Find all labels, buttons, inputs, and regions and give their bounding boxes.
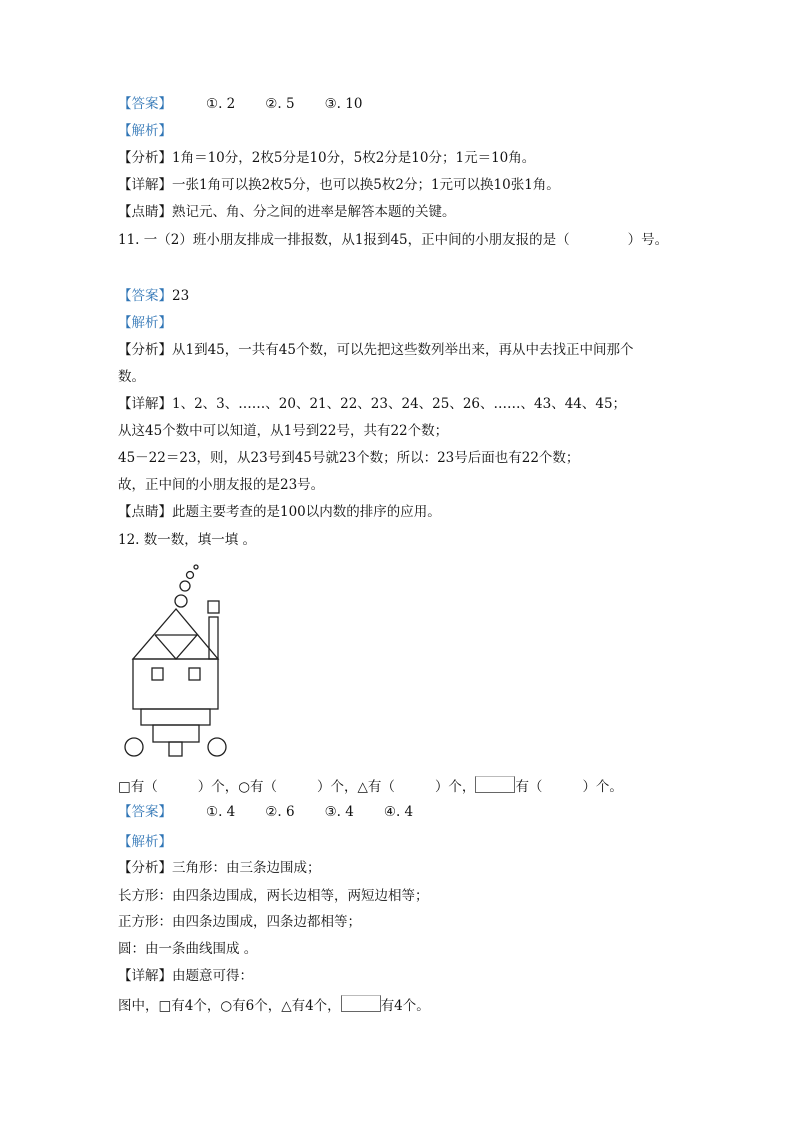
fill-circle: ○有（ — [238, 779, 278, 795]
dianjing-text: 熟记元、角、分之间的进率是解答本题的关键。 — [172, 204, 456, 220]
xiangjie-label: 【详解】 — [118, 396, 172, 412]
analysis-label: 【解析】 — [118, 315, 172, 331]
fill-close: ）个， — [317, 779, 358, 795]
q11-xiangjie-3: 45－22＝23，则，从23号到45号就23个数；所以：23号后面也有22个数； — [118, 450, 580, 466]
fenxi-label: 【分析】 — [118, 150, 172, 166]
smoke-circle — [194, 565, 198, 569]
q12-xiangjie — [118, 967, 253, 985]
xiangjie-label: 【详解】 — [118, 968, 172, 984]
question-text: 11. 一（2）班小朋友排成一排报数，从1报到45，正中间的小朋友报的是（ — [118, 232, 570, 248]
roof-triangle — [133, 609, 218, 659]
smoke-circle — [180, 581, 190, 591]
q12-fenxi-2: 长方形：由四条边围成，两长边相等，两短边相等； — [118, 888, 429, 904]
dianjing-text: 此题主要考查的是100以内数的排序的应用。 — [172, 504, 441, 520]
analysis-label: 【解析】 — [118, 123, 172, 139]
answer-2: ②. 6 — [265, 804, 295, 820]
fill-close-last: ）个。 — [582, 779, 623, 795]
answer-label: 【答案】 — [118, 96, 172, 112]
base-rect-2 — [153, 725, 199, 742]
answer-4: ④. 4 — [383, 804, 414, 820]
question-end: ）号。 — [627, 232, 669, 248]
dianjing-label: 【点睛】 — [118, 204, 172, 220]
q12-fenxi — [118, 859, 321, 877]
analysis-label: 【解析】 — [118, 834, 172, 850]
base-rect-1 — [141, 709, 210, 725]
answer-label: 【答案】 — [118, 288, 172, 304]
answer-3: ③. 10 — [324, 96, 363, 112]
window-right — [189, 668, 200, 680]
house-body — [133, 659, 218, 709]
rectangle-symbol-icon — [341, 995, 381, 1012]
xiangjie-text: 由题意可得： — [172, 968, 253, 984]
q12-fill-line — [118, 776, 623, 796]
xiangjie-text: 1、2、3、……、20、21、22、23、24、25、26、……、43、44、45； — [172, 396, 627, 412]
smoke-circle — [175, 595, 187, 607]
wheel-left — [125, 738, 143, 756]
dianjing-label: 【点睛】 — [118, 504, 172, 520]
answer-1: ①. 4 — [206, 804, 236, 820]
fill-rect: 有（ — [515, 779, 543, 795]
q11-xiangjie-2: 从这45个数中可以知道，从1号到22号，共有22个数； — [118, 423, 449, 439]
q11-fenxi-cont: 数。 — [118, 369, 145, 385]
q12-xiangjie-2 — [118, 995, 430, 1015]
window-left — [152, 668, 163, 680]
fill-close: ）个， — [434, 779, 476, 795]
answer-1: ①. 2 — [206, 96, 236, 112]
q12-fenxi-4: 圆：由一条曲线围成 。 — [118, 941, 258, 957]
fenxi-text: 从1到45，一共有45个数，可以先把这些数列举出来，再从中去找正中间那个 — [172, 342, 634, 358]
answer-value: 23 — [172, 288, 190, 304]
fill-triangle: △有（ — [357, 779, 395, 795]
fill-close: ）个， — [197, 779, 239, 795]
roof-inner-triangle — [155, 635, 197, 659]
q12-question: 12. 数一数，填一填 。 — [118, 532, 257, 548]
answer-3: ③. 4 — [324, 804, 354, 820]
rectangle-symbol-icon — [475, 776, 515, 793]
q12-answer-line — [118, 803, 413, 821]
smoke-circle — [187, 572, 194, 579]
wheel-right — [208, 738, 226, 756]
xiangjie-text: 图中，□有4个，○有6个，△有4个， — [118, 998, 341, 1014]
xiangjie-text: 一张1角可以换2枚5分，也可以换5枚2分；1元可以换10张1角。 — [172, 177, 560, 193]
answer-label: 【答案】 — [118, 804, 172, 820]
chimney-top-square — [208, 601, 219, 613]
fill-square: □有（ — [118, 779, 158, 795]
answer-2: ②. 5 — [265, 96, 295, 112]
q11-xiangjie-4: 故，正中间的小朋友报的是23号。 — [118, 477, 325, 493]
fenxi-text: 1角＝10分，2枚5分是10分，5枚2分是10分；1元＝10角。 — [172, 150, 536, 166]
xiangjie-text-end: 有4个。 — [380, 998, 430, 1014]
fenxi-label: 【分析】 — [118, 342, 172, 358]
fenxi-label: 【分析】 — [118, 860, 172, 876]
fenxi-text: 三角形：由三条边围成； — [172, 860, 321, 876]
q12-fenxi-3: 正方形：由四条边围成，四条边都相等； — [118, 914, 361, 930]
xiangjie-label: 【详解】 — [118, 177, 172, 193]
base-square — [169, 742, 182, 756]
